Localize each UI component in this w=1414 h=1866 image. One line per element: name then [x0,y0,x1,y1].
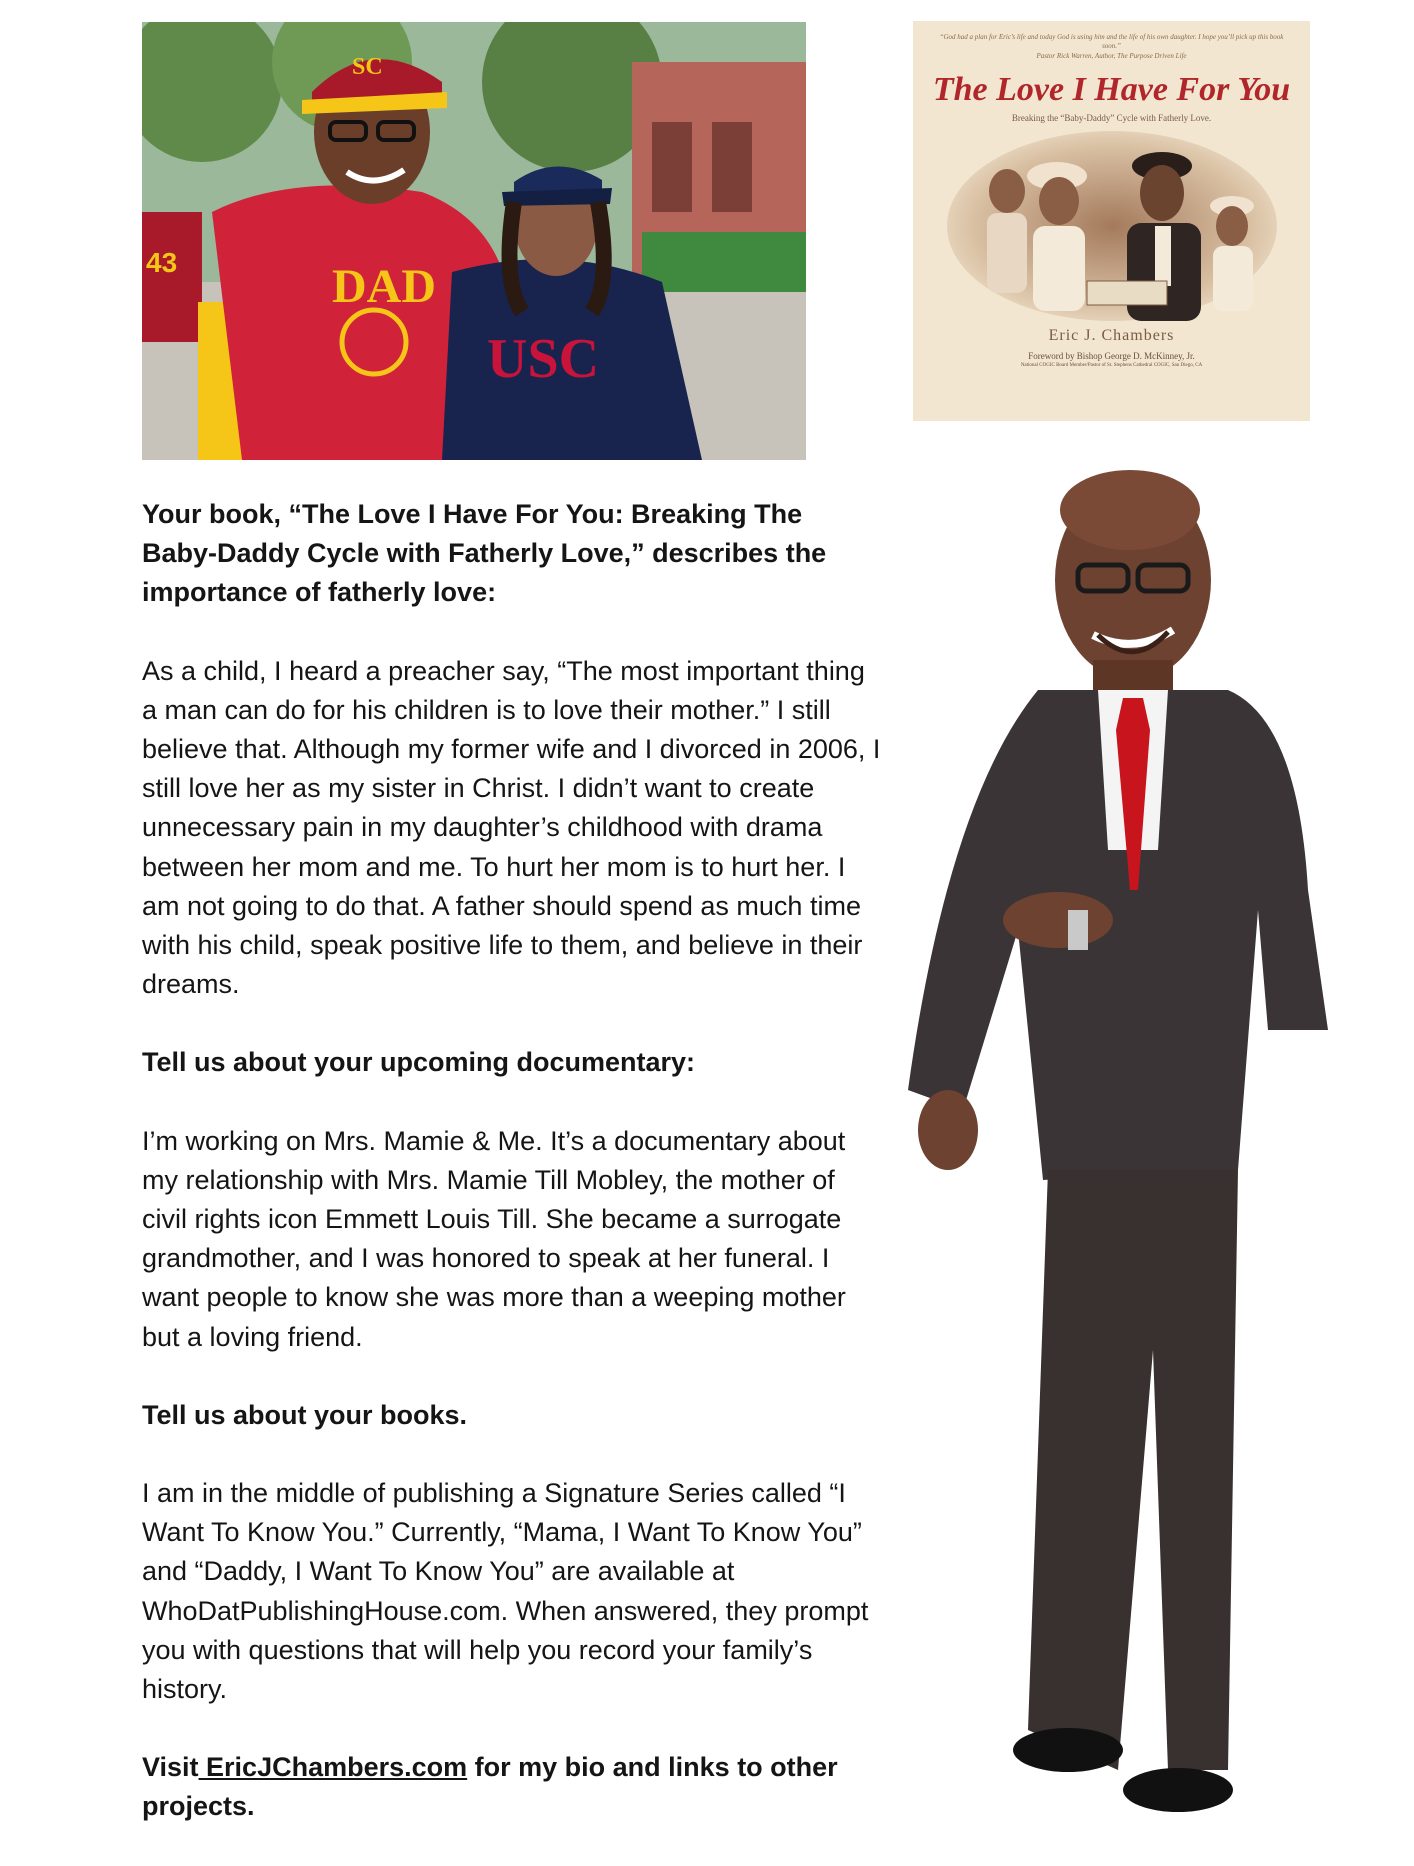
website-link[interactable]: EricJChambers.com [198,1752,468,1783]
cover-affiliation: National COGIC Board Member/Pastor of St. Stephens Cathedral COGIC, San Diego, CA [1020,363,1203,368]
shirt-text: DAD [332,260,436,313]
visit-suffix: for my bio and links to other projects. [142,1752,838,1822]
cover-author: Eric J. Chambers [1048,327,1175,344]
hoodie-text: USC [487,328,600,390]
cover-quote-attribution: Pastor Rick Warren, Author, The Purpose Driven Life [1036,52,1187,60]
question-documentary: Tell us about your upcoming documentary: [142,1047,696,1078]
article-body [142,495,882,1866]
book-cover [913,21,1310,421]
answer-book: As a child, I heard a preacher say, “The most important thing a man can do for his children is to love their mother.” I still believe that. Although my former wife and I divorced in 2006, I still love her as my sister in Christ. I didn’t want to create unnecessary pain in my daughter’s childhood with drama between her mom and me. To hurt her mom is to hurt her. I am not going to do that. A father should spend as much time with his child, speak positive life to them, and believe in their dreams. [142,655,881,1000]
cover-illustration [947,131,1277,321]
cover-subtitle: Breaking the “Baby-Daddy” Cycle with Fatherly Love. [1011,113,1212,123]
jersey-number: 43 [146,247,178,278]
father-daughter-photo [142,22,806,460]
answer-books: I am in the middle of publishing a Signature Series called “I Want To Know You.” Currently, “Mama, I Want To Know You” and “Daddy, I Want To Know You” are available at WhoDatPublishingHouse.com. When answered, they prompt you with questions that will help you record your family’s history. [142,1478,869,1705]
cover-title: The Love I Have For You [932,71,1291,108]
visit-prefix: Visit [142,1752,199,1783]
cover-quote: “God had a plan for Eric’s life and today God is using him and the life of his own daughter. I hope you’ll pick up this book soon.” [939,33,1284,50]
question-book: Your book, “The Love I Have For You: Breaking The Baby-Daddy Cycle with Fatherly Love,” describes the importance of fatherly love: [142,499,827,608]
cap-logo: SC [352,54,383,80]
cover-foreword: Foreword by Bishop George D. McKinney, Jr. [1028,351,1195,361]
answer-documentary: I’m working on Mrs. Mamie & Me. It’s a documentary about my relationship with Mrs. Mamie Till Mobley, the mother of civil rights icon Emmett Louis Till. She became a surrogate grandmother, and I was honored to speak at her funeral. I want people to know she was more than a weeping mother but a loving friend. [142,1125,846,1352]
author-portrait [868,470,1348,1845]
visit-line [142,1748,882,1826]
question-books: Tell us about your books. [142,1399,468,1430]
